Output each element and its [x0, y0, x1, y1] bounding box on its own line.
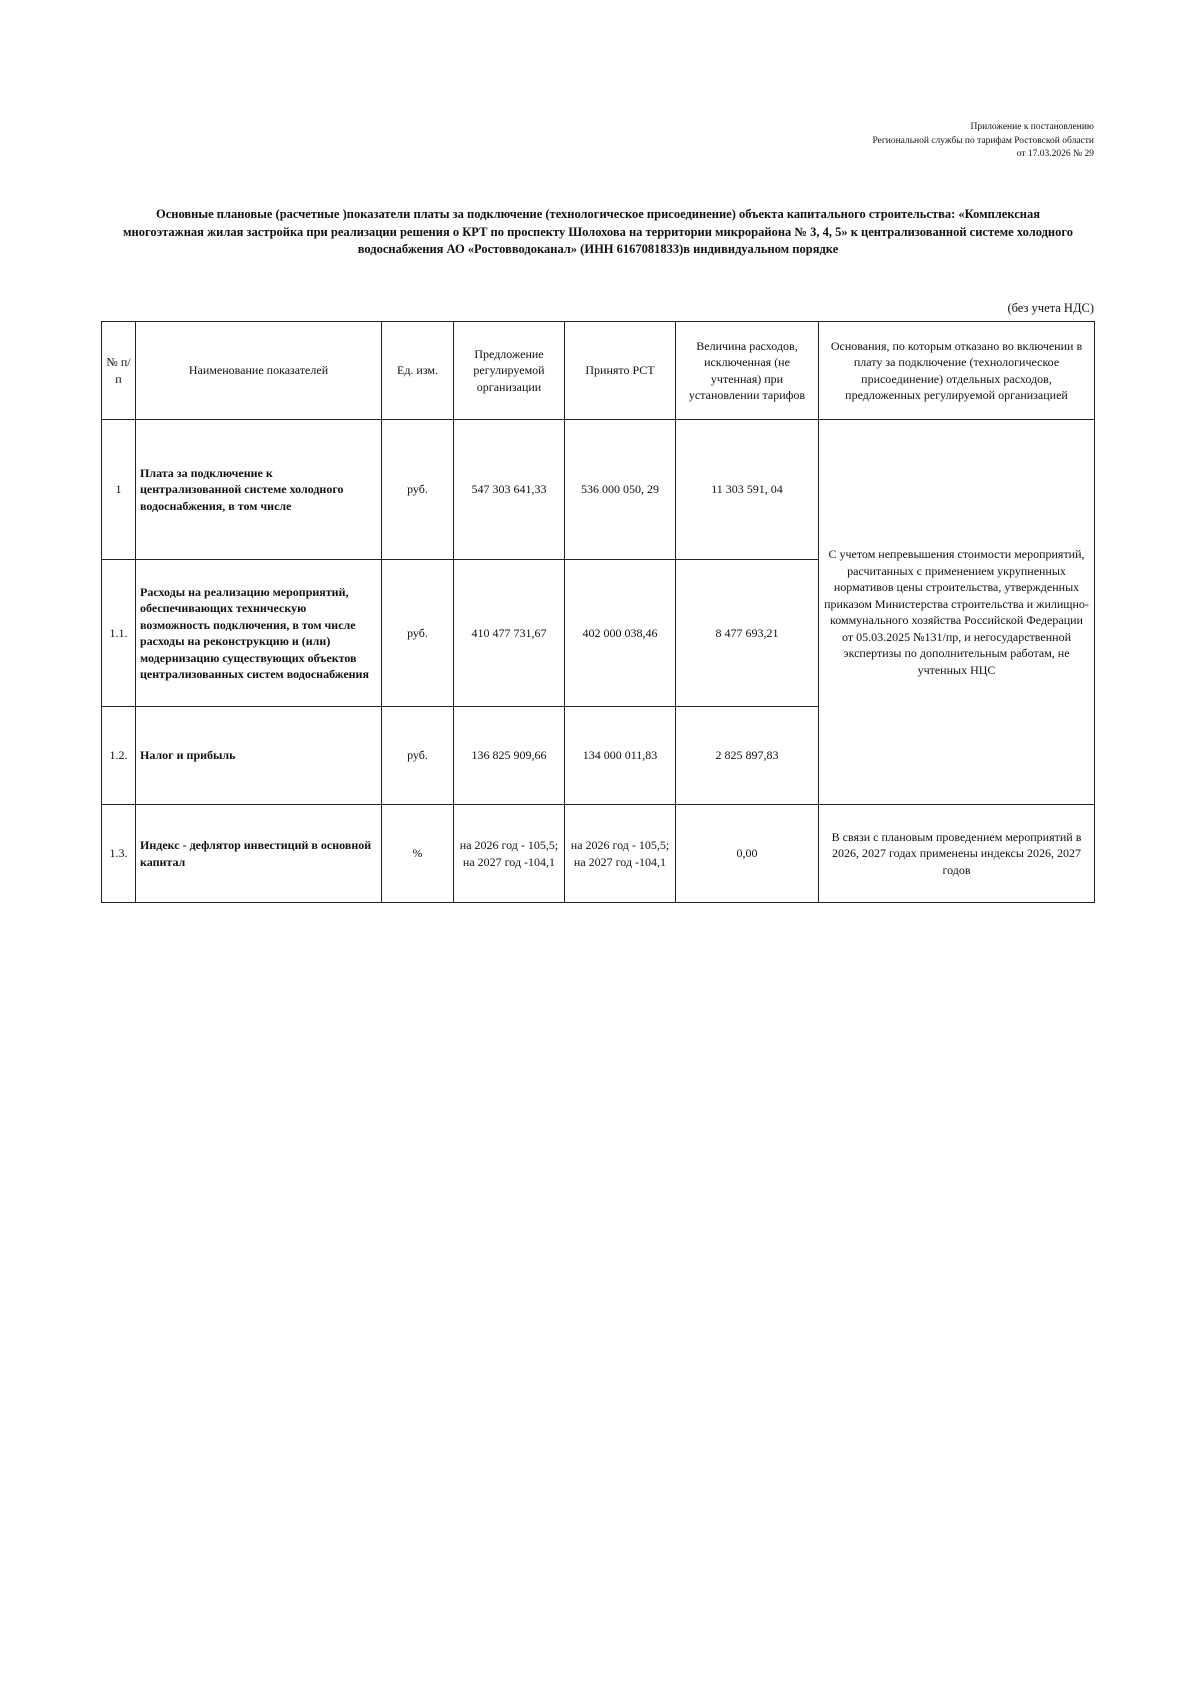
- indicators-table: [101, 321, 1095, 903]
- header-proposal: Предложение регулируемой организации: [454, 322, 565, 420]
- header-reasons: Основания, по которым отказано во включении в плату за подключение (технологическое присоединение) отдельных расходов, предложенных регулируемой организацией: [819, 322, 1095, 420]
- appendix-reference: [872, 121, 1094, 162]
- vat-note: (без учета НДС): [1007, 301, 1094, 315]
- header-accepted: Принято РСТ: [565, 322, 676, 420]
- row-accepted: на 2026 год - 105,5; на 2027 год -104,1: [565, 805, 676, 903]
- row-name: Налог и прибыль: [136, 707, 382, 805]
- appendix-line-3: от 17.03.2026 № 29: [1016, 149, 1094, 159]
- row-excluded: 0,00: [676, 805, 819, 903]
- appendix-line-2: Региональной службы по тарифам Ростовской области: [872, 135, 1094, 146]
- row-num: 1.2.: [102, 707, 136, 805]
- row-accepted: 134 000 011,83: [565, 707, 676, 805]
- row-excluded: 8 477 693,21: [676, 560, 819, 707]
- row-unit: руб.: [382, 560, 454, 707]
- row-name: Плата за подключение к централизованной системе холодного водоснабжения, в том числе: [136, 420, 382, 560]
- row-num: 1.1.: [102, 560, 136, 707]
- row-unit: руб.: [382, 420, 454, 560]
- row-excluded: 11 303 591, 04: [676, 420, 819, 560]
- document-title: Основные плановые (расчетные )показатели платы за подключение (технологическое присоединение) объекта капитального строительства: «Комплексная многоэтажная жилая застройка при реализации решения о КРТ по проспекту Шолохова на территории микрорайона № 3, 4, 5» к централизованной системе холодного водоснабжения АО «Ростовводоканал» (ИНН 6167081833)в индивидуальном порядке: [122, 207, 1074, 256]
- row-accepted: 402 000 038,46: [565, 560, 676, 707]
- row-unit: %: [382, 805, 454, 903]
- row-proposal: на 2026 год - 105,5; на 2027 год -104,1: [454, 805, 565, 903]
- row-reason: В связи с плановым проведением мероприятий в 2026, 2027 годах применены индексы 2026, 2027 годов: [819, 805, 1095, 903]
- row-unit: руб.: [382, 707, 454, 805]
- appendix-line-1: Приложение к постановлению: [970, 122, 1094, 132]
- table-row: [102, 420, 1095, 560]
- table-header-row: [102, 322, 1095, 420]
- row-num: 1: [102, 420, 136, 560]
- row-accepted: 536 000 050, 29: [565, 420, 676, 560]
- header-num: № п/п: [102, 322, 136, 420]
- header-unit: Ед. изм.: [382, 322, 454, 420]
- row-excluded: 2 825 897,83: [676, 707, 819, 805]
- header-excluded: Величина расходов, исключенная (не учтенная) при установлении тарифов: [676, 322, 819, 420]
- row-proposal: 136 825 909,66: [454, 707, 565, 805]
- row-proposal: 547 303 641,33: [454, 420, 565, 560]
- row-name: Индекс - дефлятор инвестиций в основной капитал: [136, 805, 382, 903]
- row-proposal: 410 477 731,67: [454, 560, 565, 707]
- header-name: Наименование показателей: [136, 322, 382, 420]
- table-row: [102, 805, 1095, 903]
- merged-reason-cell: С учетом непревышения стоимости мероприятий, расчитанных с применением укрупненных нормативов цены строительства, утвержденных приказом Министерства строительства и жилищно-коммунального хозяйства Российской Федерации от 05.03.2025 №131/пр, и негосударственной экспертизы по дополнительным работам, не учтенных НЦС: [819, 420, 1095, 805]
- row-name: Расходы на реализацию мероприятий, обеспечивающих техническую возможность подключения, в том числе расходы на реконструкцию и (или) модернизацию существующих объектов централизованных систем водоснабжения: [136, 560, 382, 707]
- row-num: 1.3.: [102, 805, 136, 903]
